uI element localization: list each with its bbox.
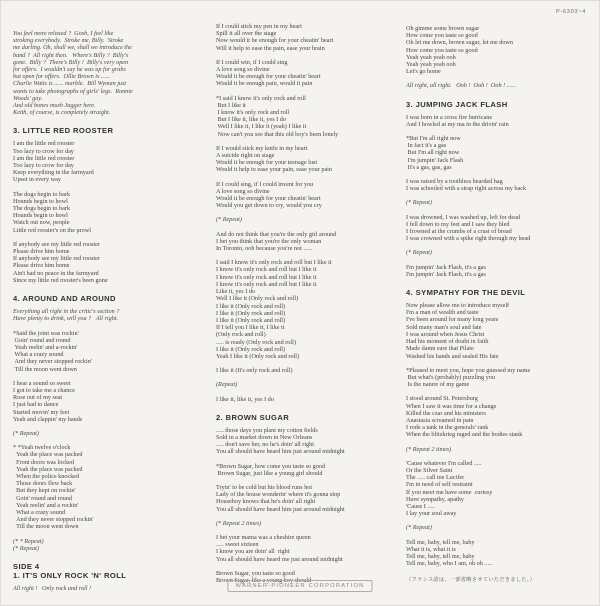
lyric-line: But they kept on rockin' — [13, 487, 76, 495]
lyric-line: The dogs begin to bark — [13, 190, 71, 198]
lyric-line: Till the moon went down — [13, 523, 79, 531]
lyric-line: stroking everybody. Stroke me, Billy. Stroke — [13, 37, 124, 45]
lyric-line: Since my little red rooster's been gone — [13, 276, 108, 284]
lyric-stanza — [216, 534, 400, 563]
lyric-line: In Toronto, ooh because you're not ...... — [216, 245, 313, 253]
lyric-stanza — [406, 135, 590, 171]
lyric-line: I bet you think that you're the only woman — [216, 237, 322, 245]
lyric-line: I was drowned, I was washed up, left for dead — [406, 213, 520, 221]
lyric-stanza — [216, 427, 400, 456]
lyric-line: Or the Silver Saint — [406, 466, 453, 474]
lyric-stanza — [216, 396, 400, 403]
lyric-line: Yeah yeah yeah ooh — [406, 53, 456, 61]
lyric-line: A love song so divine — [216, 66, 270, 74]
lyric-stanza — [406, 539, 590, 568]
lyric-line: Would it help to ease your pain, ease your pain — [216, 166, 332, 174]
lyric-line: Ain't had no peace in the farmyard — [13, 269, 99, 277]
lyric-line: What it is, what it is — [406, 545, 456, 553]
lyric-line: (* Repeat) — [406, 249, 432, 257]
lyric-line: (* * Repeat) — [13, 537, 44, 545]
lyric-line: Will it help to ease the pain, ease your brain — [216, 44, 325, 52]
lyric-line: me darling. Oh, shall we, shall we introduce the — [13, 44, 132, 52]
lyric-line: In fact it's a gas — [406, 142, 447, 150]
lyric-line: What a crazy sound — [13, 351, 64, 359]
stage-note — [216, 381, 400, 388]
lyric-line: Yeah yeah yeah ooh — [406, 61, 456, 69]
song-title — [13, 562, 205, 580]
lyric-stanza — [406, 25, 590, 75]
publisher-logo: WARNER-PIONEER CORPORATION — [227, 580, 372, 592]
lyric-line: I am the little red rooster — [13, 154, 75, 162]
lyric-line: but open for offers. Ollie Brown is ...... — [13, 73, 111, 81]
lyric-line: Keep everything in the farmyard — [13, 169, 94, 177]
lyric-line: Sold in a market down in New Orleans — [216, 433, 313, 441]
lyric-line: 'Cause whatever I'm called ..... — [406, 459, 482, 467]
lyric-line: Is the nature of my game — [406, 381, 470, 389]
song-title — [13, 294, 205, 303]
lyric-line: A suicide right on stage — [216, 152, 275, 160]
lyric-line: Yeah and clappin' my hands — [13, 415, 83, 423]
lyric-stanza — [13, 330, 205, 373]
lyric-line: Everything all right in the critic's section ? — [13, 308, 120, 316]
lyric-line: I rode a tank in the generals' rank — [406, 424, 489, 432]
lyric-line: （フランス語は、一部省略させていただきました。） — [406, 577, 536, 584]
song-title-line: 3. JUMPING JACK FLASH — [406, 99, 508, 109]
lyric-line: Made damn sure that Pilate — [406, 345, 474, 353]
lyric-line: I know it's only rock and roll but I like it — [216, 273, 317, 281]
lyric-line: (* Repeat 2 times) — [406, 445, 452, 453]
lyric-line: Now please allow me to introduce myself — [406, 302, 510, 310]
lyric-line: How come you taste so good — [406, 32, 478, 40]
lyric-stanza — [216, 181, 400, 210]
lyric-line: The dogs begin to bark — [13, 205, 71, 213]
lyric-line: Would it be enough for your teenage lust — [216, 159, 318, 167]
lyric-line: Charlie Watts is ...... marble. Bill Wyman just — [13, 80, 127, 88]
lyric-line: Front doors was locked — [13, 458, 75, 466]
lyric-line: You all should have heard him just around midnight — [216, 448, 345, 456]
song-title-line: SIDE 4 — [13, 561, 40, 571]
lyric-stanza — [216, 23, 400, 52]
lyric-line: The ..... call me Lucifer — [406, 474, 465, 482]
lyric-line: I was raised by a toothless bearded hag — [406, 178, 503, 186]
lyric-line: 'Cause I ..... — [406, 502, 436, 510]
japanese-note — [406, 577, 590, 584]
lyric-line: I've been around for many long years — [406, 316, 499, 324]
lyric-line: But I like it — [216, 101, 246, 109]
lyric-line: If I could sing, if I could invent for you — [216, 180, 314, 188]
lyric-line: I like it (Only rock and roll) — [216, 316, 286, 324]
lyric-line: I fell down to my feet and I saw they bled — [406, 220, 510, 228]
song-title — [13, 126, 205, 135]
lyric-line: Like it, yes I do — [216, 288, 256, 296]
lyric-line: band ? All right then. Where's Billy ? Billy's — [13, 51, 129, 59]
lyrics-column-left — [13, 30, 205, 599]
lyric-stanza — [216, 59, 400, 88]
lyric-stanza — [216, 231, 400, 253]
lyric-line: Would it be enough pain, would it pain — [216, 80, 313, 88]
lyric-line: *Said the joint was rockin' — [13, 329, 79, 337]
lyric-line: I was crowned with a spike right through my head — [406, 235, 531, 243]
lyric-line: Tell me, baby, who I am, oh oh ..... — [406, 560, 493, 568]
lyric-line: Keith, of course, is completely straight. — [13, 109, 111, 117]
lyric-line: Let's go home — [406, 68, 441, 76]
lyric-line: You feel more relaxed ? Gosh, I feel like — [13, 30, 114, 37]
lyric-line: I lay your soul away — [406, 510, 457, 518]
lyric-line: *Brown Sugar, how come you taste so good — [216, 462, 326, 470]
lyric-line: Brown Sugar, like a young boy should — [216, 576, 312, 584]
lyric-line: Lady of the house wonderin' where it's gonna stop — [216, 491, 341, 499]
lyric-line: And they never stopped rockin' — [13, 516, 94, 524]
lyric-line: gone. Billy ? There's Billy ! Billy's very open — [13, 58, 129, 66]
song-title — [216, 413, 400, 422]
lyric-stanza — [406, 367, 590, 389]
lyric-line: I like it (Only rock and roll) — [216, 309, 286, 317]
stage-note — [406, 524, 590, 531]
lyric-line: Watch out now, people — [13, 219, 70, 227]
lyric-line: I know it's only rock and roll but I like it — [216, 280, 317, 288]
lyric-line: *Pleased to meet you, hope you guessed my name — [406, 366, 531, 374]
lyric-line: Would it be enough for your cheatin' heart — [216, 73, 321, 81]
lyric-line: (* Repeat 2 times) — [216, 519, 262, 527]
lyric-line: I'm jumpin' Jack Flash, it's a gas — [406, 263, 486, 271]
lyric-line: Goin' round and round — [13, 494, 73, 502]
song-title-line: 3. LITTLE RED ROOSTER — [13, 126, 114, 136]
lyric-line: Well I like it (Only rock and roll) — [216, 295, 299, 303]
lyric-line: What a crazy sound — [13, 508, 66, 516]
lyric-line: I'm in need of self restraint — [406, 481, 473, 489]
stage-note — [406, 82, 590, 89]
lyric-line: But I like it, like it, yes I do — [216, 116, 286, 124]
stage-note — [406, 199, 590, 206]
catalog-number: P-6303~4 — [555, 9, 586, 15]
lyric-stanza — [13, 380, 205, 423]
lyric-line: I know it's only rock and roll — [216, 109, 290, 117]
lyric-line: Till the moon went down — [13, 365, 77, 373]
lyric-line: (Repeat) — [216, 381, 238, 389]
lyric-line: I was schooled with a strap right across my back — [406, 185, 527, 193]
lyric-line: Spill it all over the stage — [216, 30, 277, 38]
lyric-line: Goin' round and round — [13, 336, 71, 344]
lyric-line: Have sympathy, apathy — [406, 495, 464, 503]
lyric-line: But I'm all right now — [406, 149, 460, 157]
stage-note — [13, 430, 205, 437]
lyric-line: And do not think that you're the only girl around — [216, 230, 337, 238]
lyric-line: Too lazy to crow for day — [13, 162, 74, 170]
lyric-line: I know you are doin' all right — [216, 548, 290, 556]
stage-note — [406, 446, 590, 453]
lyric-line: And old bones mush Jagger here. — [13, 102, 96, 110]
lyric-line: But what's (probably) puzzling you — [406, 373, 495, 381]
lyric-line: Yeah I like it (Only rock and roll) — [216, 352, 300, 360]
lyrics-column-right — [406, 25, 590, 592]
song-title-line: 4. SYMPATHY FOR THE DEVIL — [406, 288, 526, 298]
lyric-line: Little red rooster's on the prowl — [13, 226, 91, 234]
lyric-stanza — [406, 214, 590, 243]
stage-note — [13, 30, 205, 116]
lyric-line: *But I'm all right now — [406, 135, 461, 143]
lyric-line: And they never stopped rockin' — [13, 358, 92, 366]
lyric-line: Yeah the place was packed — [13, 465, 83, 473]
lyric-line: Upset in every way — [13, 176, 61, 184]
lyric-line: Anastasia screamed in pain — [406, 416, 474, 424]
lyric-line: ..... don't save her, no he's doin' all right — [216, 441, 314, 449]
stage-note — [406, 249, 590, 256]
lyric-line: Oh let me down, brown sugar, let me down — [406, 39, 513, 47]
lyric-line: ..... those days you plant my cotton fields — [216, 426, 318, 434]
lyric-line: Had his moment of doubt in faith — [406, 338, 489, 346]
lyric-line: If you meet me have some curtesy — [406, 488, 493, 496]
lyric-line: When the police knocked — [13, 472, 80, 480]
lyric-line: (Only rock and roll) — [216, 331, 266, 339]
lyric-stanza — [216, 259, 400, 360]
lyric-line: I'm a man of wealth and taste — [406, 309, 479, 317]
lyric-line: I am the little red rooster — [13, 140, 75, 148]
lyric-line: Hounds begin to howl — [13, 212, 68, 220]
lyric-stanza — [13, 191, 205, 234]
lyric-stanza — [216, 367, 400, 374]
lyric-stanza — [216, 145, 400, 174]
lyric-line: I was born in a cross fire hurricane — [406, 113, 493, 121]
lyric-line: All right, all right. Ooh ! Ooh ! Ooh ! ...... — [406, 82, 516, 90]
lyric-line: Now can't you see that this old boy's been lonely — [216, 130, 339, 138]
lyric-line: Brown Sugar, you taste so good — [216, 569, 295, 577]
lyric-line: (* Repeat) — [406, 199, 432, 207]
lyric-line: Rose out of my seat — [13, 394, 63, 402]
lyric-line: Brown Sugar, just like a young girl should — [216, 469, 323, 477]
lyric-line: (* Repeat) — [13, 429, 39, 437]
lyric-line: Houseboy knows that he's doin' all right — [216, 498, 316, 506]
lyric-line: I know it's only rock and roll but I like it — [216, 266, 317, 274]
lyric-line: You all should have heard him just around midnight — [216, 505, 345, 513]
lyric-line: I got to take me a chance — [13, 386, 75, 394]
lyrics-column-middle — [216, 23, 400, 591]
lyric-line: Yeah reelin' and a-rockin' — [13, 343, 78, 351]
lyric-line: Too lazy to crow for day — [13, 147, 74, 155]
lyric-line: If I would stick my knife in my heart — [216, 144, 308, 152]
lyric-line: *I said I know it's only rock and roll — [216, 94, 306, 102]
lyric-stanza — [406, 114, 590, 128]
lyric-stanza — [216, 463, 400, 477]
lyric-stanza — [406, 302, 590, 360]
lyric-line: I frowned at the crumbs of a crust of bread — [406, 228, 512, 236]
lyric-line: Tell me, baby, tell me, baby — [406, 552, 475, 560]
stage-note — [13, 308, 205, 322]
lyric-line: I like it (Only rock and roll) — [216, 345, 286, 353]
stage-note — [13, 585, 205, 592]
lyric-line: Yeah the place was packed — [13, 451, 83, 459]
lyric-stanza — [216, 484, 400, 513]
lyric-line: Oh gimme some brown sugar — [406, 25, 480, 32]
lyric-stanza — [13, 140, 205, 183]
lyric-line: (* Repeat) — [406, 524, 432, 532]
lyric-line: A love song so divine — [216, 187, 270, 195]
lyric-line: (* Repeat) — [216, 216, 242, 224]
stage-note — [13, 538, 205, 552]
lyric-stanza — [13, 241, 205, 284]
lyric-line: Yeah reelin' and a rockin' — [13, 501, 79, 509]
lyric-line: I'm jumpin' Jack Flash — [406, 156, 464, 164]
lyric-line: for offers. I wouldn't say he was up for grabs — [13, 66, 126, 74]
lyric-line: Would it be enough for your cheatin' heart — [216, 195, 321, 203]
song-title-line: 4. AROUND AND AROUND — [13, 294, 116, 304]
lyric-line: I like it (It's only rock and roll) — [216, 367, 293, 375]
lyric-line: Sold many man's soul and fate — [406, 323, 482, 331]
song-title-line: 1. IT'S ONLY ROCK 'N' ROLL — [13, 570, 127, 580]
lyric-stanza — [406, 264, 590, 278]
lyric-line: Woods' gay. — [13, 94, 43, 102]
lyric-line: How come you taste so good — [406, 46, 478, 54]
lyric-line: You all should have heard me just around midnight — [216, 555, 343, 563]
lyric-line: Please drive him home — [13, 248, 70, 256]
lyric-line: If anybody see my little red rooster — [13, 240, 100, 248]
lyric-line: When the blitzkrieg raged and the bodies stank — [406, 431, 523, 439]
lyric-stanza — [406, 460, 590, 518]
lyric-line: ..... sweet sixteen — [216, 541, 259, 549]
song-title — [406, 288, 590, 297]
stage-note — [216, 520, 400, 527]
lyric-line: Now would it be enough for your cheatin' heart — [216, 37, 334, 45]
lyric-line: * *Yeah twelve o'clock — [13, 444, 71, 452]
lyric-stanza — [13, 444, 205, 530]
lyric-line: I hear a sound so sweet — [13, 379, 71, 387]
lyric-line: If I could win, if I could sing — [216, 58, 288, 66]
lyric-line: If anybody see my little red rooster — [13, 255, 100, 263]
lyric-line: I was around when Jesus Christ — [406, 330, 485, 338]
lyric-line: Well I like it, I like it (yeah) I like it — [216, 123, 307, 131]
stage-note — [216, 216, 400, 223]
lyric-line: I like it (Only rock and roll) — [216, 302, 286, 310]
lyric-line: If I could stick my pen in my heart — [216, 23, 302, 30]
lyric-line: Killed the czar and his ministers — [406, 409, 486, 417]
lyric-stanza — [216, 95, 400, 138]
song-title — [406, 100, 590, 109]
lyric-line: I'm jumpin' Jack Flash, it's a gas — [406, 270, 486, 278]
lyric-line: Hounds begin to howl — [13, 197, 68, 205]
lyric-line: Please drive him home — [13, 262, 70, 270]
lyric-stanza — [406, 178, 590, 192]
lyric-line: It's a gas, gas, gas — [406, 163, 452, 171]
lyric-line: Washed his hands and sealed His fate — [406, 352, 499, 360]
lyric-line: And I howled at my ma in the drivin' rain — [406, 120, 509, 128]
lyric-stanza — [406, 395, 590, 438]
lyric-line: If I tell you I like it, I like it — [216, 324, 285, 332]
lyric-line: I stood around St. Petersburg — [406, 395, 478, 403]
lyric-line: I bet your mama was a cheshire queen — [216, 533, 311, 541]
lyric-line: Tell me, baby, tell me, baby — [406, 538, 475, 546]
lyric-line: Tryin' to be cold but his blood runs hot — [216, 483, 313, 491]
lyric-line: wants to take photographs of girls' legs. Ronnie — [13, 87, 133, 95]
lyric-line: I like it, like it, yes I do — [216, 395, 274, 403]
lyric-line: Have plenty to drink, will you ? All right. — [13, 315, 119, 323]
lyric-line: All right ! Only rock and roll ! — [13, 584, 92, 592]
lyric-line: I just had to dance — [13, 401, 59, 409]
lyric-line: I said I know it's only rock and roll but I like it — [216, 259, 332, 267]
lyric-line: Started movin' my feet — [13, 408, 70, 416]
song-title-line: 2. BROWN SUGAR — [216, 412, 290, 422]
lyric-line: ..... is ready (Only rock and roll) — [216, 338, 296, 346]
lyric-line: Those doors flew back — [13, 480, 73, 488]
lyric-line: When I saw it was time for a change — [406, 402, 497, 410]
lyric-line: (* Repeat) — [13, 544, 39, 552]
lyric-line: Would you get down to cry, would you cry — [216, 202, 322, 210]
